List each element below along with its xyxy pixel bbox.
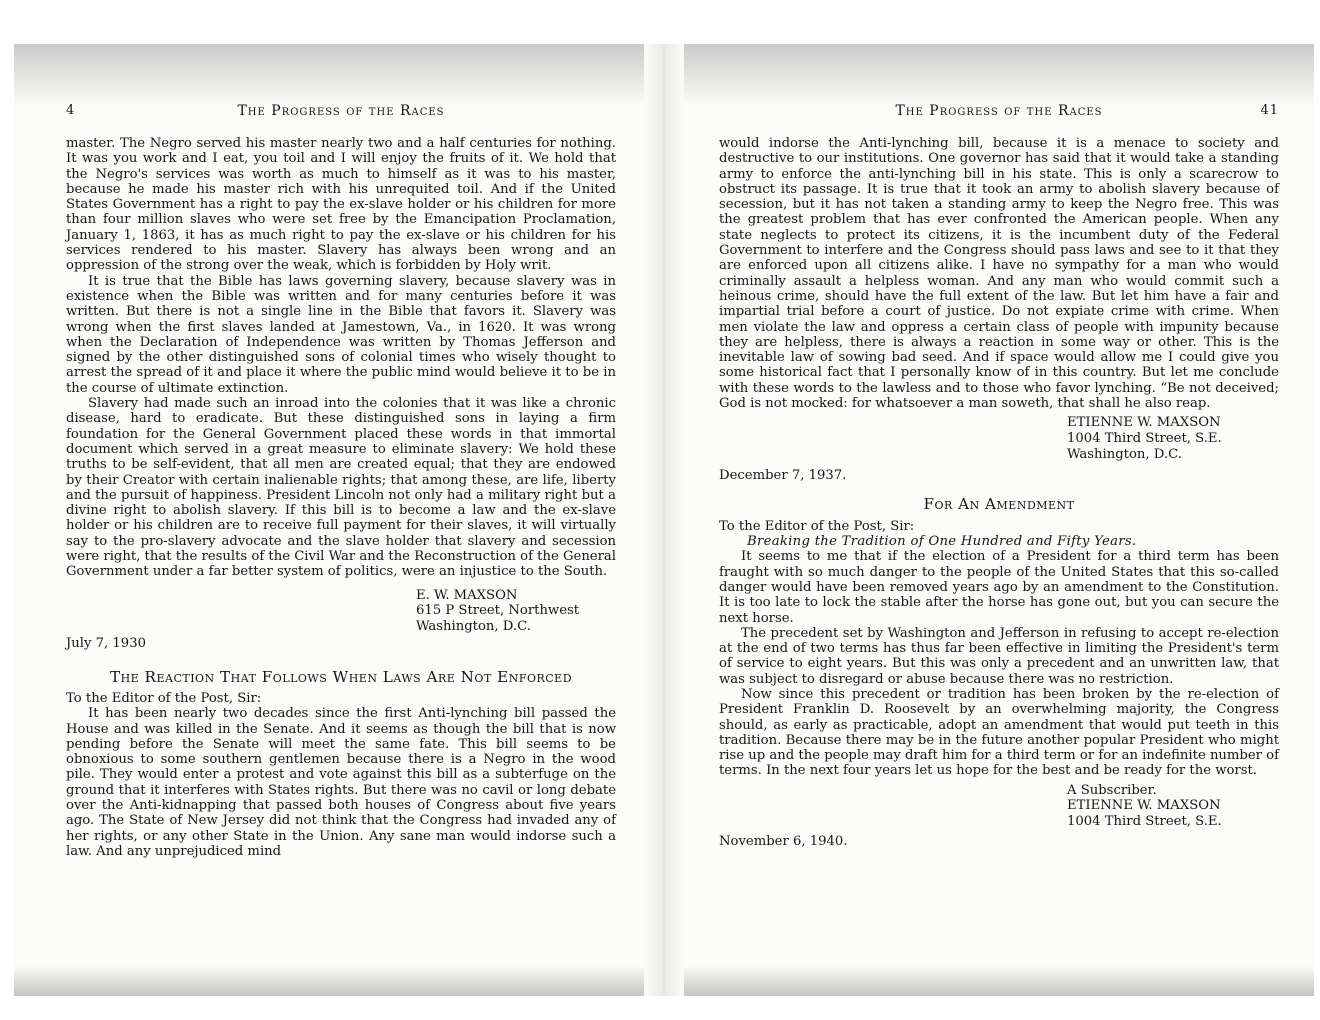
article-heading: For An Amendment xyxy=(923,495,1075,514)
paragraph: It seems to me that if the election of a President for a third term has been fraught with so much danger to the people of the United States that this so-called danger would have been removed years ago by an amendment to the Constitution. It is too late to lock the stable after the horse has gone out, but you can secure the next horse. xyxy=(719,549,1279,626)
running-head-title: The Progress of the Races xyxy=(895,103,1103,119)
letter-date: July 7, 1930 xyxy=(66,636,146,652)
signature-address: 615 P Street, Northwest xyxy=(416,603,580,619)
running-head xyxy=(719,103,1279,119)
signature-name: ETIENNE W. MAXSON xyxy=(1067,798,1221,814)
paragraph: Now since this precedent or tradition has been broken by the re-election of President Franklin D. Roosevelt by an overwhelming majority, the Congress should, as early as practicable, adopt an amendment that would put teeth in this tradition. Because there may be in the future another popular President who might rise up and the people may draft him for a third term or for an indefinite number of terms. In the next four years let us hope for the best and be ready for the worst. xyxy=(719,686,1279,779)
book-spread xyxy=(14,44,1314,996)
signature-block xyxy=(416,588,616,635)
signature-name: E. W. MAXSON xyxy=(416,587,518,603)
paragraph: It is true that the Bible has laws governing slavery, because slavery was in existence when the Bible was written and for many centuries before it was written. But there is not a single line in the Bible that favors it. Slavery was wrong when the first slaves landed at Jamestown, Va., in 1620. It was wrong when the Declaration of Independence was written by Thomas Jefferson and signed by the other distinguished sons of colonial times who wisely thought to arrest the spread of it and place it where the public mind would believe it to be in the course of ultimate extinction. xyxy=(66,273,616,396)
letter-date: December 7, 1937. xyxy=(719,468,847,484)
salutation: To the Editor of the Post, Sir: xyxy=(66,690,262,706)
signature-block xyxy=(1067,415,1279,462)
article-heading: The Reaction That Follows When Laws Are Not Enforced xyxy=(109,667,573,686)
right-page-body xyxy=(719,136,1279,849)
paragraph: Slavery had made such an inroad into the colonies that it was like a chronic disease, hard to eradicate. But these distinguished sons in laying a firm foundation for the General Government placed these words in that immortal document which served in a great measure to eliminate slavery: We hold these truths to be self-evident, that all men are created equal; that they are endowed by their Creator with certain inalienable rights; that among these, are life, liberty and the pursuit of happiness. President Lincoln not only had a military right but a divine right to abolish slavery. If this bill is to become a law and the ex-slave holder or his children are to receive full payment for their slaves, it will virtually say to the pro-slavery advocate and the slave holder that slavery and secession were right, that the results of the Civil War and the Reconstruction of the General Government under a far better system of politics, were an injustice to the South. xyxy=(66,396,616,580)
signature-name: ETIENNE W. MAXSON xyxy=(1067,415,1221,431)
closing: A Subscriber. xyxy=(1067,782,1157,798)
signature-city: Washington, D.C. xyxy=(1067,446,1182,462)
letter-date: November 6, 1940. xyxy=(719,833,848,849)
running-head-title: The Progress of the Races xyxy=(237,103,445,119)
running-head xyxy=(66,103,616,119)
signature-address: 1004 Third Street, S.E. xyxy=(1067,430,1222,446)
signature-address: 1004 Third Street, S.E. xyxy=(1067,813,1222,829)
book-gutter xyxy=(644,44,684,996)
page-number: 4 xyxy=(66,103,76,118)
signature-block xyxy=(1067,783,1279,830)
left-page-body xyxy=(66,136,616,859)
paragraph: The precedent set by Washington and Jefferson in refusing to accept re-election at the end of two terms has thus far been effective in limiting the President's term of service to eight years. But this was only a precedent and an unwritten law, that was subject to disregard or abuse because there was no restriction. xyxy=(719,625,1279,687)
signature-city: Washington, D.C. xyxy=(416,618,531,634)
paragraph: would indorse the Anti-lynching bill, because it is a menace to society and destructive to our institutions. One governor has said that it would take a standing army to enforce the anti-lynching bill in his state. This is only a scarecrow to obstruct its passage. It is true that it took an army to abolish slavery because of secession, but it has not taken a standing army to keep the Negro free. This was the greatest problem that has ever confronted the American people. When any state neglects to protect its citizens, it is the incumbent duty of the Federal Government to interfere and the Congress should pass laws and see to it that they are enforced upon all citizens alike. I have no sympathy for a man who would criminally assault a helpless woman. And any man who would commit such a heinous crime, should have the full extent of the law. But let him have a fair and impartial trial before a court of justice. Do not expiate crime with crime. When men violate the law and oppress a certain class of people with impunity because they are helpless, there is always a reaction in some way or other. This is the inevitable law of sowing bad seed. And if space would allow me I could give you some historical fact that I personally know of in this country. But let me conclude with these words to the lawless and to those who favor lynching. “Be not deceived; God is not mocked: for whatsoever a man soweth, that shall he also reap. xyxy=(719,136,1279,412)
paragraph: It has been nearly two decades since the first Anti-lynching bill passed the House and was killed in the Senate. And it seems as though the bill that is now pending before the Senate will meet the same fate. This bill seems to be obnoxious to some southern gentlemen because there is a Negro in the wood pile. They would enter a protest and vote against this bill as a subterfuge on the ground that it interferes with States rights. But there was no cavil or long debate over the Anti-kidnapping that passed both houses of Congress about five years ago. The State of New Jersey did not think that the Congress had invaded any of her rights, or any other State in the Union. Any sane man would indorse such a law. And any unprejudiced mind xyxy=(66,706,616,859)
paragraph: master. The Negro served his master nearly two and a half centuries for nothing. It was you work and I eat, you toil and I will enjoy the fruits of it. We hold that the Negro's services was worth as much to himself as it was to his master, because he made his master rich with his unrequited toil. And if the United States Government has a right to pay the ex-slave holder or his children for more than four million slaves who were set free by the Emancipation Proclamation, January 1, 1863, it has as much right to pay the ex-slave or his children for his services rendered to his master. Slavery has always been wrong and an oppression of the strong over the weak, which is forbidden by Holy writ. xyxy=(66,136,616,274)
page-number: 41 xyxy=(1260,103,1279,118)
salutation: To the Editor of the Post, Sir: xyxy=(719,518,915,534)
article-subheading: Breaking the Tradition of One Hundred and Fifty Years. xyxy=(747,534,1137,550)
